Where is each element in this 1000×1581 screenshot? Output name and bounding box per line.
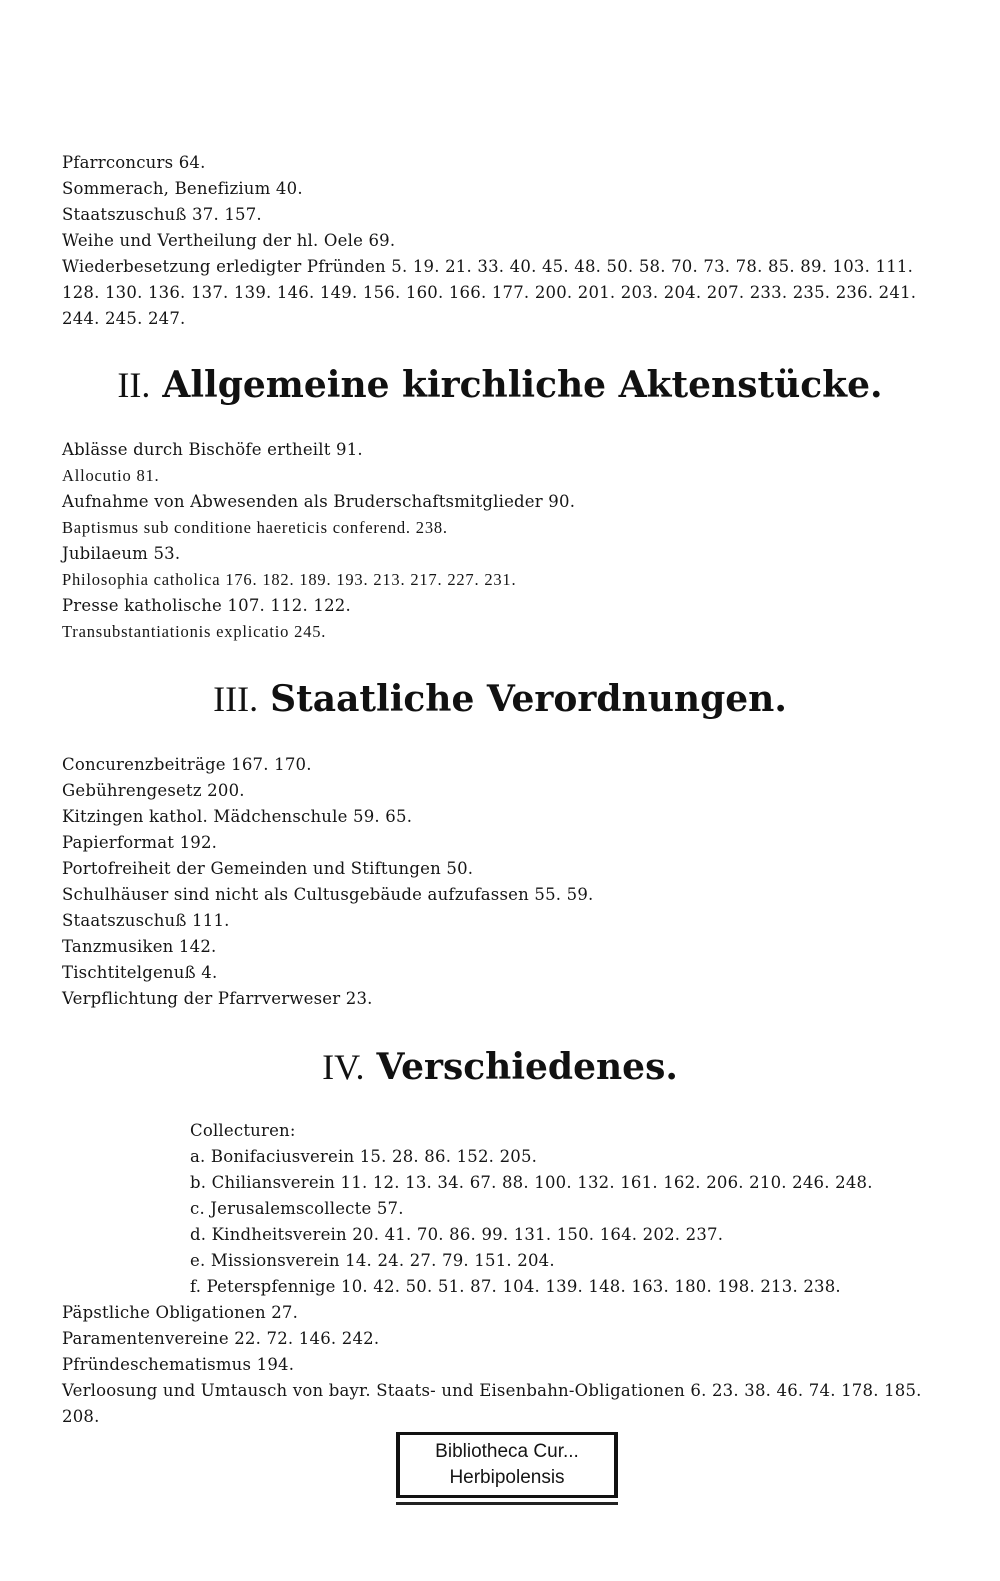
index-entry: Schulhäuser sind nicht als Cultusgebäude aufzufassen 55. 59. xyxy=(62,885,594,904)
collecturen-item: c. Jerusalemscollecte 57. xyxy=(190,1199,404,1218)
collecturen-item: e. Missionsverein 14. 24. 27. 79. 151. 204. xyxy=(190,1251,555,1270)
index-entry: Verpflichtung der Pfarrverweser 23. xyxy=(62,989,373,1008)
section-number: II. xyxy=(117,365,151,405)
section-title: Allgemeine kirchliche Aktenstücke. xyxy=(162,364,883,406)
index-entry: Weihe und Vertheilung der hl. Oele 69. xyxy=(62,231,396,250)
index-entry: Wiederbesetzung erledigter Pfründen 5. 19. 21. 33. 40. 45. 48. 50. 58. 70. 73. 78. 85. 89. 103. 111. 128. 130. 136. 137. 139. 146. 149. 156. 160. 166. 177. 200. 201. 203. 204. 207. 233. 235. 236. 241. 244. 245. 247. xyxy=(62,257,917,328)
collecturen-item: b. Chiliansverein 11. 12. 13. 34. 67. 88. 100. 132. 161. 162. 206. 210. 246. 248. xyxy=(190,1173,873,1192)
collecturen-item: f. Peterspfennige 10. 42. 50. 51. 87. 104. 139. 148. 163. 180. 198. 213. 238. xyxy=(190,1277,841,1296)
section-3-heading xyxy=(0,678,1000,720)
index-entry: Portofreiheit der Gemeinden und Stiftungen 50. xyxy=(62,859,474,878)
collecturen-label: Collecturen: xyxy=(190,1121,296,1140)
index-entry: Presse katholische 107. 112. 122. xyxy=(62,596,351,615)
collecturen-item: d. Kindheitsverein 20. 41. 70. 86. 99. 131. 150. 164. 202. 237. xyxy=(190,1225,724,1244)
section-4-entries xyxy=(62,1118,942,1430)
index-entry: Transubstantiationis explicatio 245. xyxy=(62,622,327,641)
index-entry: Tischtitelgenuß 4. xyxy=(62,963,218,982)
index-entry: Philosophia catholica 176. 182. 189. 193. 213. 217. 227. 231. xyxy=(62,570,517,589)
stamp-underline xyxy=(396,1502,618,1505)
index-entry: Pfründeschematismus 194. xyxy=(62,1355,295,1374)
section-2-entries xyxy=(62,437,942,645)
index-entry: Pfarrconcurs 64. xyxy=(62,153,206,172)
index-entry: Baptismus sub conditione haereticis conferend. 238. xyxy=(62,518,448,537)
collecturen-list xyxy=(62,1118,942,1300)
index-entry: Gebührengesetz 200. xyxy=(62,781,245,800)
index-entry: Kitzingen kathol. Mädchenschule 59. 65. xyxy=(62,807,413,826)
index-entry: Allocutio 81. xyxy=(62,466,160,485)
section-number: IV. xyxy=(322,1047,365,1087)
section-3-entries xyxy=(62,752,942,1012)
section-2-heading xyxy=(0,364,1000,406)
stamp-line-1: Bibliotheca Cur... xyxy=(435,1441,579,1462)
index-entry: Päpstliche Obligationen 27. xyxy=(62,1303,299,1322)
index-entry: Tanzmusiken 142. xyxy=(62,937,217,956)
index-entry: Aufnahme von Abwesenden als Bruderschaftsmitglieder 90. xyxy=(62,492,576,511)
index-entry: Concurenzbeiträge 167. 170. xyxy=(62,755,312,774)
library-stamp xyxy=(396,1432,618,1498)
index-entry: Ablässe durch Bischöfe ertheilt 91. xyxy=(62,440,363,459)
index-entry: Papierformat 192. xyxy=(62,833,218,852)
stamp-line-2: Herbipolensis xyxy=(449,1467,565,1488)
section-4-heading xyxy=(0,1046,1000,1088)
index-entry: Sommerach, Benefizium 40. xyxy=(62,179,303,198)
index-entry: Jubilaeum 53. xyxy=(62,544,181,563)
section-1-entries xyxy=(62,150,942,332)
index-entry: Paramentenvereine 22. 72. 146. 242. xyxy=(62,1329,380,1348)
index-entry: Staatszuschuß 37. 157. xyxy=(62,205,262,224)
section-title: Verschiedenes. xyxy=(376,1046,678,1088)
section-number: III. xyxy=(213,679,259,719)
collecturen-item: a. Bonifaciusverein 15. 28. 86. 152. 205. xyxy=(190,1147,538,1166)
index-entry: Verloosung und Umtausch von bayr. Staats- und Eisenbahn-Obligationen 6. 23. 38. 46. 74. 178. 185. 208. xyxy=(62,1381,922,1426)
index-entry: Staatszuschuß 111. xyxy=(62,911,230,930)
section-title: Staatliche Verordnungen. xyxy=(270,678,787,720)
